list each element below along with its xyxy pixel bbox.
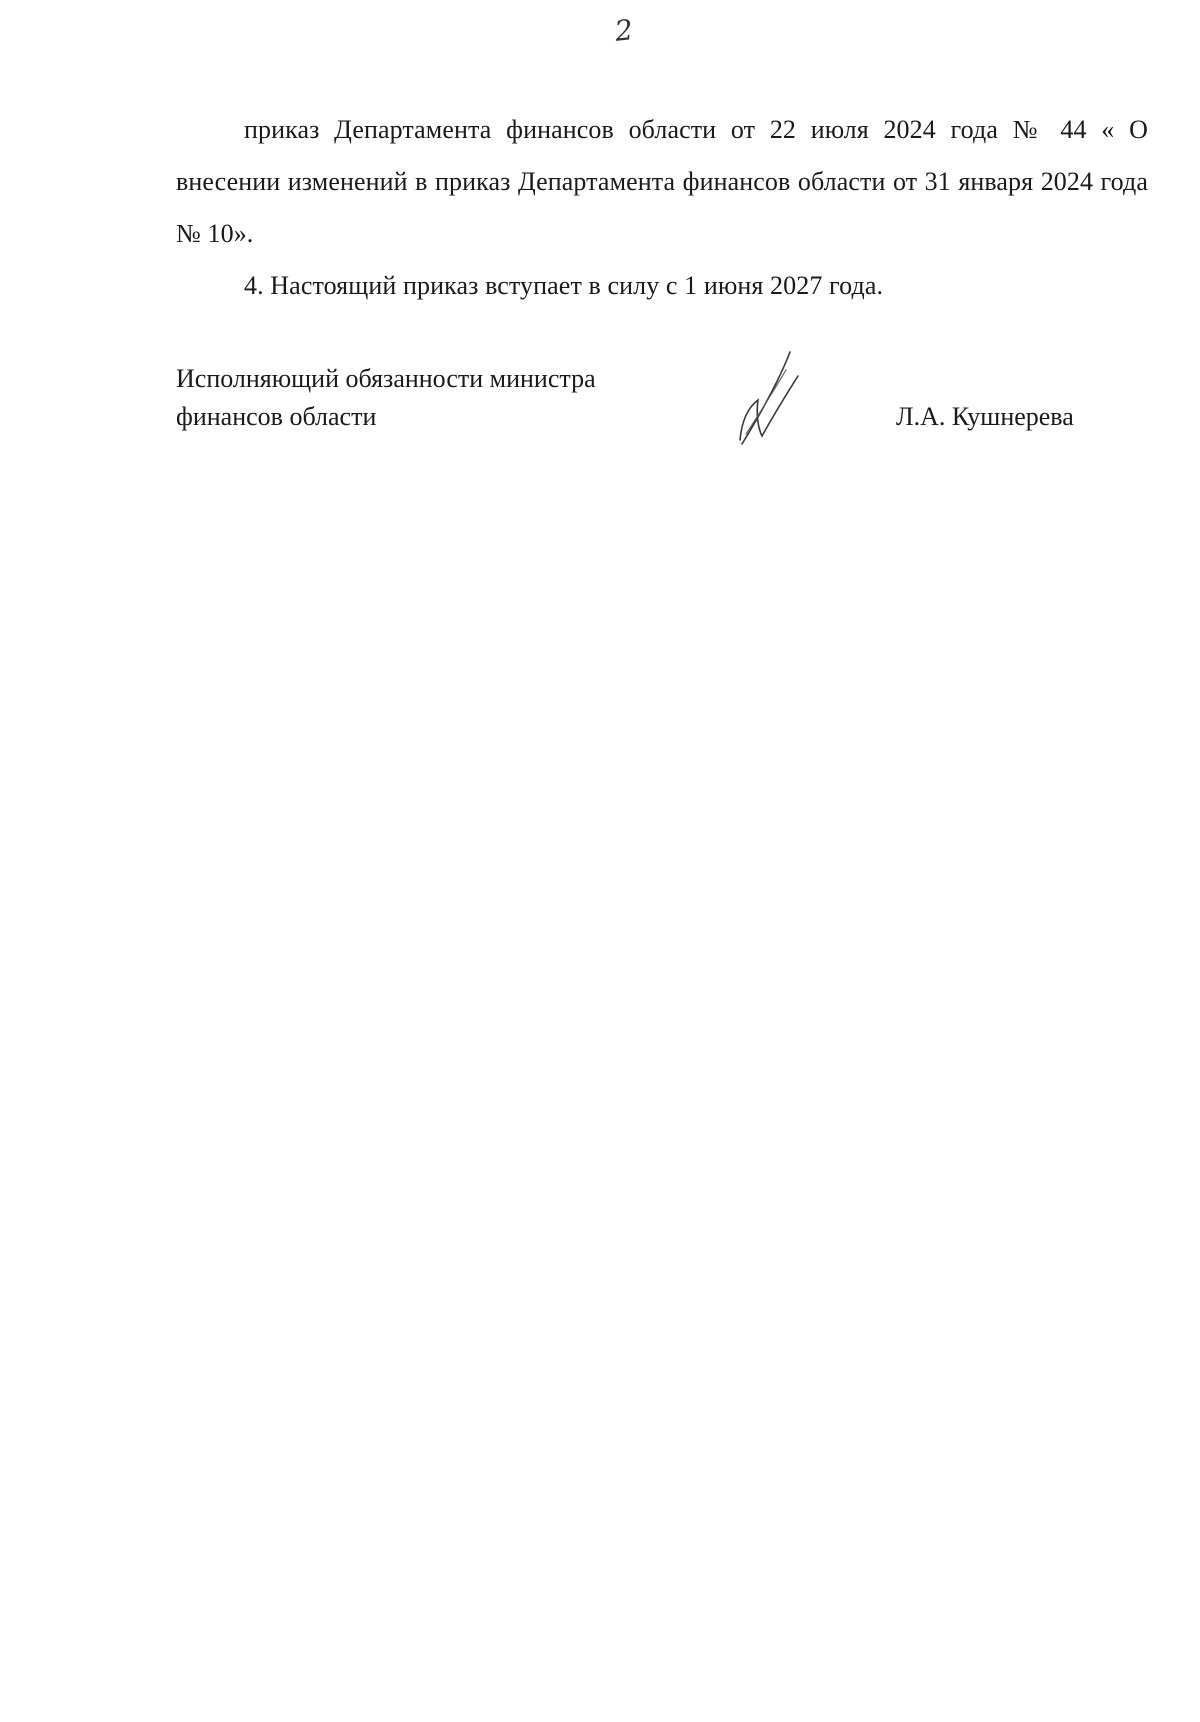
signatory-role (176, 360, 596, 436)
signatory-name: Л.А. Кушнерева (896, 402, 1074, 431)
signatory-role-line2: финансов области (176, 402, 377, 431)
signatory-role-line1: Исполняющий обязанности министра (176, 364, 596, 393)
signature-block (176, 360, 1148, 440)
handwritten-signature-icon (728, 348, 818, 448)
paragraph-effective-date: 4. Настоящий приказ вступает в силу с 1 июня 2027 года. (244, 271, 884, 300)
paragraph-order-reference: приказ Департамента финансов области от 22 июля 2024 года № 44 « О внесении изменений в приказ Департамента финансов области от 31 января 2024 года № 10». (176, 115, 1148, 248)
page-number: 2 (613, 13, 635, 48)
document-body (176, 104, 1148, 312)
